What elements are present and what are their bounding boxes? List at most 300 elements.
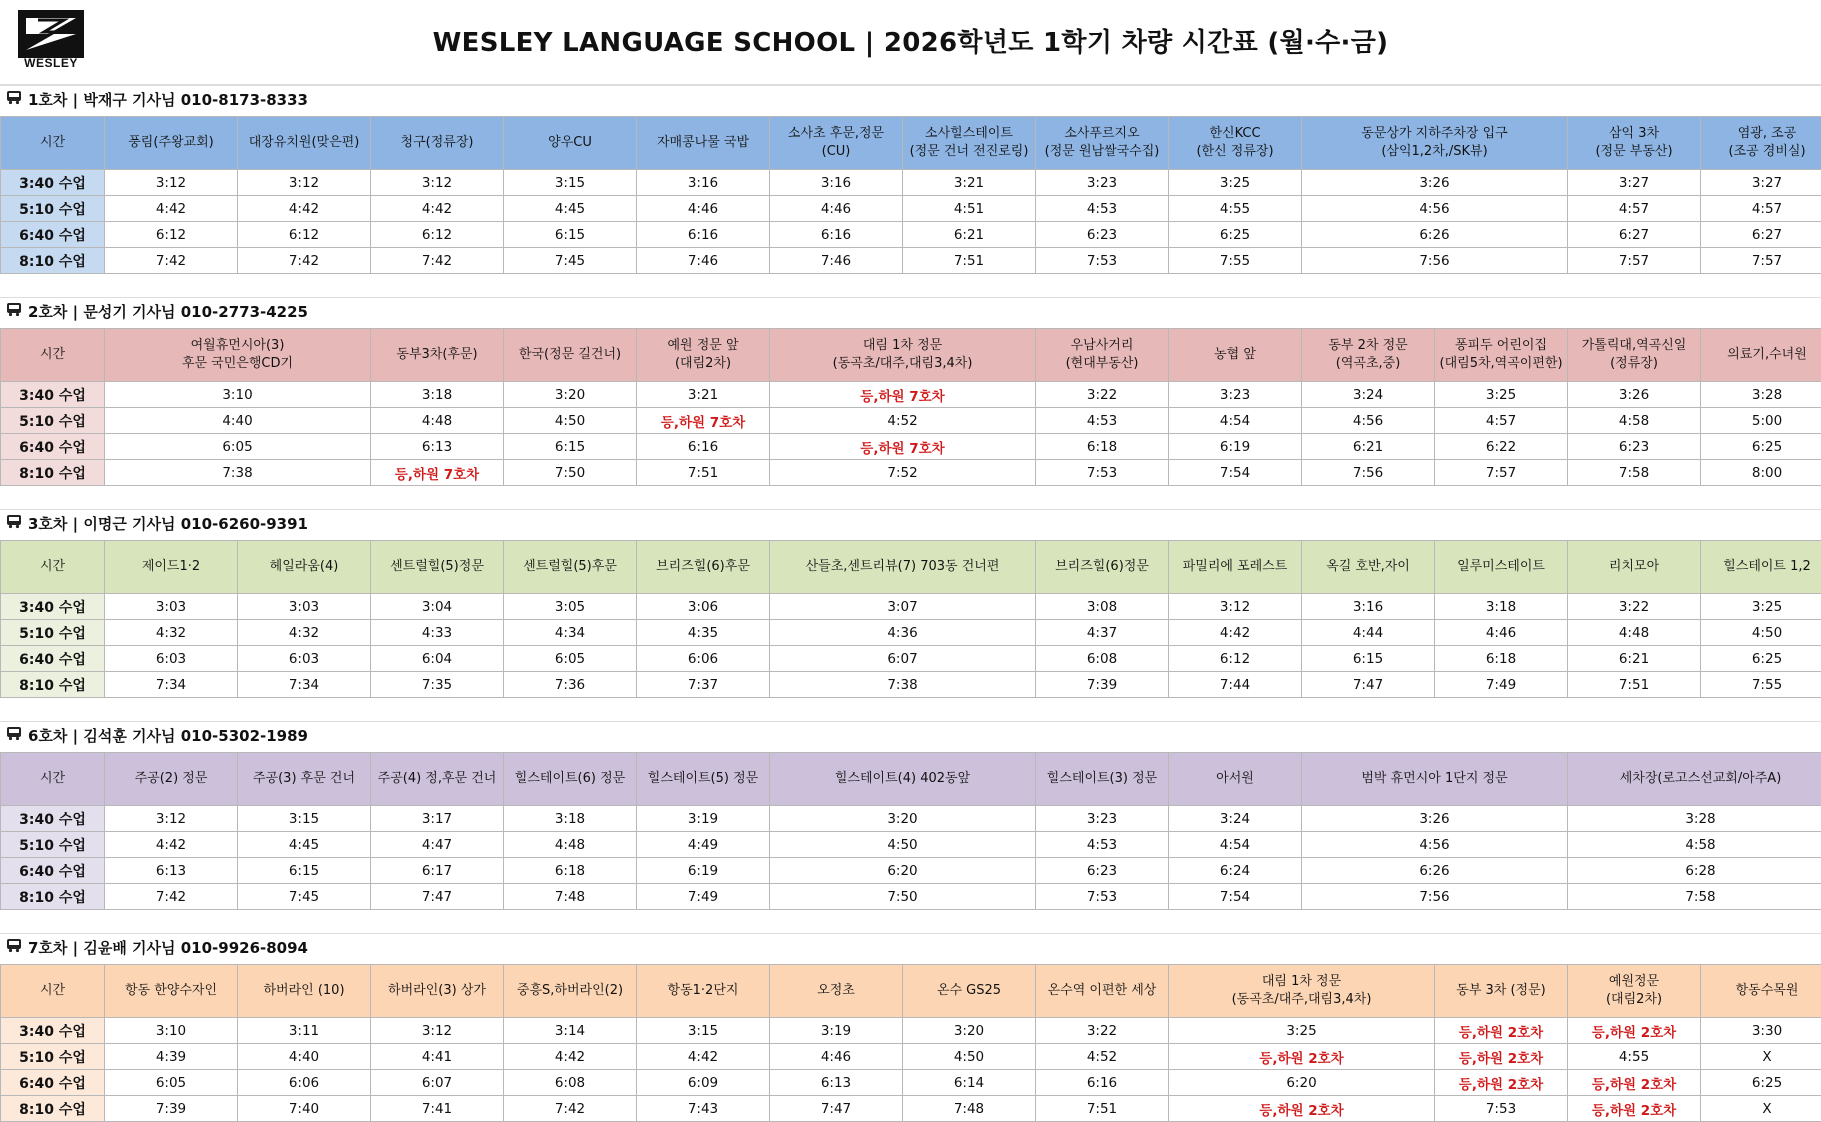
pickup-time-cell: 3:12: [105, 806, 238, 832]
pickup-time-cell: 5:00: [1701, 408, 1821, 434]
pickup-time-cell: 4:41: [371, 1044, 504, 1070]
pickup-time-cell: 3:15: [238, 806, 371, 832]
pickup-time-cell: 3:06: [637, 594, 770, 620]
route-2-heading: [0, 298, 1821, 324]
stop-header: 청구(정류장): [371, 117, 504, 170]
pickup-time-cell: 6:25: [1701, 646, 1821, 672]
pickup-time-cell: 3:25: [1701, 594, 1821, 620]
table-row: [1, 1044, 1821, 1070]
pickup-time-cell: 3:21: [637, 382, 770, 408]
transfer-note-cell: 등,하원 7호차: [770, 382, 1036, 408]
route-6-table: [0, 752, 1821, 910]
bus-icon: [6, 90, 22, 109]
pickup-time-cell: 3:11: [238, 1018, 371, 1044]
pickup-time-cell: 4:50: [1701, 620, 1821, 646]
pickup-time-cell: 3:19: [770, 1018, 903, 1044]
stop-header: 여월휴먼시아(3) 후문 국민은행CD기: [105, 329, 371, 382]
pickup-time-cell: 7:51: [903, 248, 1036, 274]
pickup-time-cell: 4:46: [637, 196, 770, 222]
stop-header: 아서원: [1169, 753, 1302, 806]
bus-icon: [6, 726, 22, 745]
pickup-time-cell: 3:25: [1169, 170, 1302, 196]
time-column-header: 시간: [1, 541, 105, 594]
class-time-label: 5:10 수업: [1, 832, 105, 858]
header-row: [1, 541, 1821, 594]
stop-header: 힐스테이트 1,2: [1701, 541, 1821, 594]
pickup-time-cell: 6:26: [1302, 858, 1568, 884]
pickup-time-cell: 7:57: [1568, 248, 1701, 274]
stop-header: 의료기,수녀원: [1701, 329, 1821, 382]
pickup-time-cell: 4:42: [1169, 620, 1302, 646]
pickup-time-cell: 7:46: [770, 248, 903, 274]
class-time-label: 3:40 수업: [1, 382, 105, 408]
pickup-time-cell: 3:12: [105, 170, 238, 196]
pickup-time-cell: 3:26: [1568, 382, 1701, 408]
pickup-time-cell: 4:45: [504, 196, 637, 222]
pickup-time-cell: 6:22: [1435, 434, 1568, 460]
table-row: [1, 884, 1821, 910]
table-row: [1, 1018, 1821, 1044]
pickup-time-cell: 6:07: [770, 646, 1036, 672]
pickup-time-cell: 7:55: [1701, 672, 1821, 698]
stop-header: 옥길 호반,자이: [1302, 541, 1435, 594]
transfer-note-cell: 등,하원 7호차: [637, 408, 770, 434]
pickup-time-cell: 6:20: [1169, 1070, 1435, 1096]
class-time-label: 3:40 수업: [1, 1018, 105, 1044]
pickup-time-cell: 3:10: [105, 382, 371, 408]
pickup-time-cell: 3:15: [637, 1018, 770, 1044]
pickup-time-cell: 7:46: [637, 248, 770, 274]
stop-header: 주공(4) 정,후문 건너: [371, 753, 504, 806]
pickup-time-cell: 6:03: [105, 646, 238, 672]
class-time-label: 6:40 수업: [1, 1070, 105, 1096]
pickup-time-cell: 4:52: [1036, 1044, 1169, 1070]
stop-header: 가톨릭대,역곡신일 (정류장): [1568, 329, 1701, 382]
table-row: [1, 460, 1821, 486]
pickup-time-cell: 3:20: [770, 806, 1036, 832]
pickup-time-cell: 3:14: [504, 1018, 637, 1044]
stop-header: 소사푸르지오 (정문 원남쌀국수집): [1036, 117, 1169, 170]
pickup-time-cell: 6:15: [238, 858, 371, 884]
pickup-time-cell: 3:20: [903, 1018, 1036, 1044]
pickup-time-cell: 7:50: [770, 884, 1036, 910]
pickup-time-cell: 6:05: [504, 646, 637, 672]
pickup-time-cell: 4:32: [105, 620, 238, 646]
pickup-time-cell: 3:21: [903, 170, 1036, 196]
table-row: [1, 196, 1821, 222]
class-time-label: 5:10 수업: [1, 196, 105, 222]
pickup-time-cell: 3:23: [1036, 806, 1169, 832]
pickup-time-cell: 7:50: [504, 460, 637, 486]
pickup-time-cell: 4:53: [1036, 196, 1169, 222]
class-time-label: 5:10 수업: [1, 1044, 105, 1070]
table-row: [1, 1070, 1821, 1096]
header-row: [1, 753, 1821, 806]
pickup-time-cell: 6:16: [770, 222, 903, 248]
pickup-time-cell: 3:12: [371, 170, 504, 196]
pickup-time-cell: 6:28: [1568, 858, 1821, 884]
pickup-time-cell: 4:52: [770, 408, 1036, 434]
pickup-time-cell: 6:16: [637, 222, 770, 248]
stop-header: 하버라인 (10): [238, 965, 371, 1018]
route-3-heading: [0, 510, 1821, 536]
pickup-time-cell: 6:23: [1568, 434, 1701, 460]
pickup-time-cell: 3:12: [238, 170, 371, 196]
table-row: [1, 594, 1821, 620]
table-row: [1, 620, 1821, 646]
stop-header: 풍림(주왕교회): [105, 117, 238, 170]
pickup-time-cell: 4:56: [1302, 832, 1568, 858]
route-heading-text: 3호차 | 이명근 기사님 010-6260-9391: [28, 514, 308, 533]
pickup-time-cell: 7:42: [371, 248, 504, 274]
class-time-label: 5:10 수업: [1, 620, 105, 646]
pickup-time-cell: 6:14: [903, 1070, 1036, 1096]
pickup-time-cell: 3:28: [1568, 806, 1821, 832]
pickup-time-cell: 6:19: [1169, 434, 1302, 460]
pickup-time-cell: 3:07: [770, 594, 1036, 620]
pickup-time-cell: 7:51: [1036, 1096, 1169, 1122]
pickup-time-cell: 4:58: [1568, 408, 1701, 434]
pickup-time-cell: 4:57: [1435, 408, 1568, 434]
stop-header: 동부 2차 정문 (역곡초,중): [1302, 329, 1435, 382]
pickup-time-cell: 7:38: [105, 460, 371, 486]
pickup-time-cell: 7:47: [371, 884, 504, 910]
pickup-time-cell: 7:35: [371, 672, 504, 698]
pickup-time-cell: X: [1701, 1044, 1821, 1070]
pickup-time-cell: 4:56: [1302, 196, 1568, 222]
pickup-time-cell: 7:55: [1169, 248, 1302, 274]
pickup-time-cell: 6:15: [504, 222, 637, 248]
table-row: [1, 858, 1821, 884]
pickup-time-cell: 4:53: [1036, 408, 1169, 434]
pickup-time-cell: 3:18: [371, 382, 504, 408]
pickup-time-cell: 4:50: [504, 408, 637, 434]
pickup-time-cell: 3:10: [105, 1018, 238, 1044]
pickup-time-cell: 6:12: [105, 222, 238, 248]
header-row: [1, 329, 1821, 382]
stop-header: 동문상가 지하주차장 입구 (삼익1,2차,/SK뷰): [1302, 117, 1568, 170]
pickup-time-cell: 6:05: [105, 434, 371, 460]
pickup-time-cell: 3:05: [504, 594, 637, 620]
stop-header: 대림 1차 정문 (동곡초/대주,대림3,4차): [1169, 965, 1435, 1018]
pickup-time-cell: 3:25: [1169, 1018, 1435, 1044]
pickup-time-cell: 4:48: [371, 408, 504, 434]
pickup-time-cell: 3:16: [1302, 594, 1435, 620]
pickup-time-cell: 7:41: [371, 1096, 504, 1122]
page-title: WESLEY LANGUAGE SCHOOL | 2026학년도 1학기 차량 시간표 (월·수·금): [432, 28, 1389, 58]
table-row: [1, 434, 1821, 460]
pickup-time-cell: 4:55: [1169, 196, 1302, 222]
pickup-time-cell: 6:07: [371, 1070, 504, 1096]
pickup-time-cell: 6:08: [1036, 646, 1169, 672]
pickup-time-cell: 6:18: [1435, 646, 1568, 672]
pickup-time-cell: 4:48: [1568, 620, 1701, 646]
pickup-time-cell: 7:36: [504, 672, 637, 698]
stop-header: 범박 휴먼시아 1단지 정문: [1302, 753, 1568, 806]
pickup-time-cell: 6:23: [1036, 222, 1169, 248]
pickup-time-cell: 7:57: [1435, 460, 1568, 486]
pickup-time-cell: 7:56: [1302, 248, 1568, 274]
header-row: [1, 965, 1821, 1018]
pickup-time-cell: 7:56: [1302, 460, 1435, 486]
stop-header: 브리즈힐(6)정문: [1036, 541, 1169, 594]
pickup-time-cell: 4:44: [1302, 620, 1435, 646]
page-header: [0, 0, 1821, 85]
route-heading-text: 6호차 | 김석훈 기사님 010-5302-1989: [28, 726, 308, 745]
stop-header: 우남사거리 (현대부동산): [1036, 329, 1169, 382]
pickup-time-cell: 7:56: [1302, 884, 1568, 910]
stop-header: 힐스테이트(5) 정문: [637, 753, 770, 806]
pickup-time-cell: 4:56: [1302, 408, 1435, 434]
stop-header: 온수 GS25: [903, 965, 1036, 1018]
pickup-time-cell: 7:40: [238, 1096, 371, 1122]
transfer-note-cell: 등,하원 7호차: [770, 434, 1036, 460]
stop-header: 퐁피두 어린이집 (대림5차,역곡이편한): [1435, 329, 1568, 382]
pickup-time-cell: 6:03: [238, 646, 371, 672]
pickup-time-cell: 6:21: [903, 222, 1036, 248]
pickup-time-cell: 6:09: [637, 1070, 770, 1096]
pickup-time-cell: 7:53: [1036, 248, 1169, 274]
class-time-label: 8:10 수업: [1, 884, 105, 910]
pickup-time-cell: 4:57: [1568, 196, 1701, 222]
stop-header: 헤일라움(4): [238, 541, 371, 594]
pickup-time-cell: 3:27: [1568, 170, 1701, 196]
pickup-time-cell: 7:45: [238, 884, 371, 910]
class-time-label: 6:40 수업: [1, 222, 105, 248]
pickup-time-cell: X: [1701, 1096, 1821, 1122]
pickup-time-cell: 6:21: [1302, 434, 1435, 460]
pickup-time-cell: 6:27: [1568, 222, 1701, 248]
pickup-time-cell: 8:00: [1701, 460, 1821, 486]
pickup-time-cell: 4:50: [770, 832, 1036, 858]
stop-header: 일루미스테이트: [1435, 541, 1568, 594]
pickup-time-cell: 7:37: [637, 672, 770, 698]
class-time-label: 6:40 수업: [1, 646, 105, 672]
pickup-time-cell: 4:57: [1701, 196, 1821, 222]
stop-header: 항동수목원: [1701, 965, 1821, 1018]
stop-header: 소사힐스테이트 (정문 건너 전진로링): [903, 117, 1036, 170]
pickup-time-cell: 7:44: [1169, 672, 1302, 698]
pickup-time-cell: 3:26: [1302, 806, 1568, 832]
transfer-note-cell: 등,하원 2호차: [1435, 1070, 1568, 1096]
stop-header: 세차장(로고스선교회/아주A): [1568, 753, 1821, 806]
route-heading-text: 7호차 | 김윤배 기사님 010-9926-8094: [28, 938, 308, 957]
header-row: [1, 117, 1821, 170]
pickup-time-cell: 4:49: [637, 832, 770, 858]
stop-header: 브리즈힐(6)후문: [637, 541, 770, 594]
transfer-note-cell: 등,하원 2호차: [1568, 1070, 1701, 1096]
transfer-note-cell: 등,하원 7호차: [371, 460, 504, 486]
pickup-time-cell: 3:18: [504, 806, 637, 832]
pickup-time-cell: 6:25: [1701, 1070, 1821, 1096]
pickup-time-cell: 7:42: [105, 248, 238, 274]
pickup-time-cell: 3:23: [1169, 382, 1302, 408]
stop-header: 중흥S,하버라인(2): [504, 965, 637, 1018]
pickup-time-cell: 4:42: [238, 196, 371, 222]
pickup-time-cell: 7:48: [504, 884, 637, 910]
transfer-note-cell: 등,하원 2호차: [1169, 1044, 1435, 1070]
class-time-label: 8:10 수업: [1, 1096, 105, 1122]
pickup-time-cell: 3:28: [1701, 382, 1821, 408]
pickup-time-cell: 4:51: [903, 196, 1036, 222]
table-row: [1, 1096, 1821, 1122]
class-time-label: 5:10 수업: [1, 408, 105, 434]
table-row: [1, 248, 1821, 274]
pickup-time-cell: 4:39: [105, 1044, 238, 1070]
pickup-time-cell: 7:38: [770, 672, 1036, 698]
pickup-time-cell: 4:47: [371, 832, 504, 858]
stop-header: 예원 정문 앞 (대림2차): [637, 329, 770, 382]
pickup-time-cell: 3:19: [637, 806, 770, 832]
pickup-time-cell: 7:49: [1435, 672, 1568, 698]
pickup-time-cell: 7:43: [637, 1096, 770, 1122]
table-row: [1, 672, 1821, 698]
pickup-time-cell: 4:33: [371, 620, 504, 646]
pickup-time-cell: 7:48: [903, 1096, 1036, 1122]
pickup-time-cell: 3:25: [1435, 382, 1568, 408]
time-column-header: 시간: [1, 117, 105, 170]
pickup-time-cell: 7:45: [504, 248, 637, 274]
class-time-label: 8:10 수업: [1, 248, 105, 274]
stop-header: 리치모아: [1568, 541, 1701, 594]
pickup-time-cell: 6:21: [1568, 646, 1701, 672]
class-time-label: 8:10 수업: [1, 460, 105, 486]
pickup-time-cell: 6:12: [238, 222, 371, 248]
pickup-time-cell: 4:40: [105, 408, 371, 434]
pickup-time-cell: 7:47: [1302, 672, 1435, 698]
pickup-time-cell: 6:05: [105, 1070, 238, 1096]
stop-header: 파밀리에 포레스트: [1169, 541, 1302, 594]
pickup-time-cell: 4:54: [1169, 832, 1302, 858]
pickup-time-cell: 3:18: [1435, 594, 1568, 620]
route-2-table: [0, 328, 1821, 486]
stop-header: 제이드1·2: [105, 541, 238, 594]
pickup-time-cell: 6:23: [1036, 858, 1169, 884]
table-row: [1, 170, 1821, 196]
pickup-time-cell: 4:46: [770, 196, 903, 222]
table-row: [1, 408, 1821, 434]
table-row: [1, 832, 1821, 858]
pickup-time-cell: 6:20: [770, 858, 1036, 884]
pickup-time-cell: 6:26: [1302, 222, 1568, 248]
stop-header: 항동1·2단지: [637, 965, 770, 1018]
class-time-label: 6:40 수업: [1, 858, 105, 884]
stop-header: 힐스테이트(6) 정문: [504, 753, 637, 806]
stop-header: 센트럴힐(5)정문: [371, 541, 504, 594]
pickup-time-cell: 3:30: [1701, 1018, 1821, 1044]
pickup-time-cell: 6:24: [1169, 858, 1302, 884]
stop-header: 오정초: [770, 965, 903, 1018]
pickup-time-cell: 6:16: [637, 434, 770, 460]
pickup-time-cell: 6:18: [504, 858, 637, 884]
stop-header: 온수역 이편한 세상: [1036, 965, 1169, 1018]
pickup-time-cell: 7:58: [1568, 460, 1701, 486]
stop-header: 동부 3차 (정문): [1435, 965, 1568, 1018]
stop-header: 염광, 조공 (조공 경비실): [1701, 117, 1821, 170]
pickup-time-cell: 7:53: [1036, 460, 1169, 486]
pickup-time-cell: 4:58: [1568, 832, 1821, 858]
pickup-time-cell: 4:48: [504, 832, 637, 858]
logo-text: WESLEY: [24, 56, 78, 70]
time-column-header: 시간: [1, 753, 105, 806]
route-1-heading: [0, 86, 1821, 112]
pickup-time-cell: 3:12: [371, 1018, 504, 1044]
pickup-time-cell: 4:32: [238, 620, 371, 646]
pickup-time-cell: 3:24: [1302, 382, 1435, 408]
pickup-time-cell: 4:42: [105, 832, 238, 858]
route-7-table: [0, 964, 1821, 1122]
table-row: [1, 382, 1821, 408]
pickup-time-cell: 4:36: [770, 620, 1036, 646]
pickup-time-cell: 6:15: [504, 434, 637, 460]
time-column-header: 시간: [1, 329, 105, 382]
stop-header: 농협 앞: [1169, 329, 1302, 382]
pickup-time-cell: 3:15: [504, 170, 637, 196]
time-column-header: 시간: [1, 965, 105, 1018]
pickup-time-cell: 3:22: [1036, 1018, 1169, 1044]
stop-header: 대림 1차 정문 (동곡초/대주,대림3,4차): [770, 329, 1036, 382]
pickup-time-cell: 3:27: [1701, 170, 1821, 196]
pickup-time-cell: 3:16: [637, 170, 770, 196]
pickup-time-cell: 6:15: [1302, 646, 1435, 672]
pickup-time-cell: 4:45: [238, 832, 371, 858]
pickup-time-cell: 3:03: [238, 594, 371, 620]
stop-header: 한신KCC (한신 정류장): [1169, 117, 1302, 170]
class-time-label: 8:10 수업: [1, 672, 105, 698]
table-row: [1, 806, 1821, 832]
pickup-time-cell: 7:42: [504, 1096, 637, 1122]
pickup-time-cell: 4:37: [1036, 620, 1169, 646]
pickup-time-cell: 6:12: [1169, 646, 1302, 672]
pickup-time-cell: 4:46: [770, 1044, 903, 1070]
pickup-time-cell: 6:13: [105, 858, 238, 884]
pickup-time-cell: 4:46: [1435, 620, 1568, 646]
stop-header: 힐스테이트(3) 정문: [1036, 753, 1169, 806]
class-time-label: 3:40 수업: [1, 594, 105, 620]
pickup-time-cell: 4:53: [1036, 832, 1169, 858]
pickup-time-cell: 6:17: [371, 858, 504, 884]
pickup-time-cell: 3:20: [504, 382, 637, 408]
pickup-time-cell: 3:16: [770, 170, 903, 196]
transfer-note-cell: 등,하원 2호차: [1169, 1096, 1435, 1122]
stop-header: 한국(정문 길건너): [504, 329, 637, 382]
pickup-time-cell: 6:16: [1036, 1070, 1169, 1096]
stop-header: 주공(3) 후문 건너: [238, 753, 371, 806]
route-heading-text: 1호차 | 박재구 기사님 010-8173-8333: [28, 90, 308, 109]
stop-header: 소사초 후문,정문 (CU): [770, 117, 903, 170]
class-time-label: 3:40 수업: [1, 806, 105, 832]
pickup-time-cell: 7:51: [1568, 672, 1701, 698]
pickup-time-cell: 3:12: [1169, 594, 1302, 620]
pickup-time-cell: 4:50: [903, 1044, 1036, 1070]
transfer-note-cell: 등,하원 2호차: [1568, 1096, 1701, 1122]
pickup-time-cell: 3:22: [1036, 382, 1169, 408]
bus-icon: [6, 938, 22, 957]
pickup-time-cell: 6:25: [1169, 222, 1302, 248]
stop-header: 주공(2) 정문: [105, 753, 238, 806]
stop-header: 대장유치원(맞은편): [238, 117, 371, 170]
pickup-time-cell: 6:18: [1036, 434, 1169, 460]
pickup-time-cell: 3:17: [371, 806, 504, 832]
class-time-label: 3:40 수업: [1, 170, 105, 196]
pickup-time-cell: 3:22: [1568, 594, 1701, 620]
pickup-time-cell: 4:42: [637, 1044, 770, 1070]
transfer-note-cell: 등,하원 2호차: [1568, 1018, 1701, 1044]
pickup-time-cell: 7:42: [238, 248, 371, 274]
pickup-time-cell: 6:25: [1701, 434, 1821, 460]
pickup-time-cell: 7:34: [105, 672, 238, 698]
stop-header: 항동 한양수자인: [105, 965, 238, 1018]
